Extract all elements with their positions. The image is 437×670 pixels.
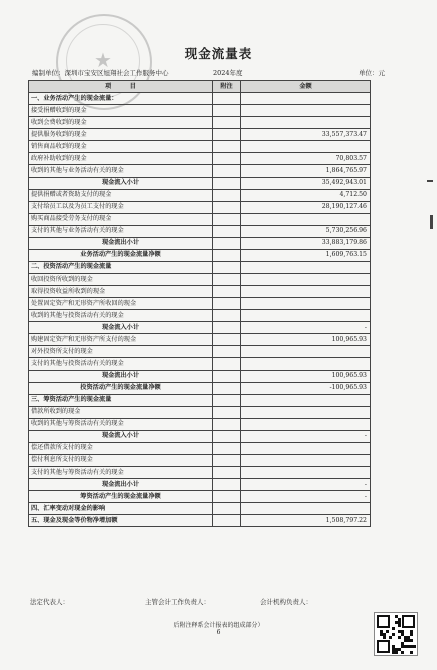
row-amount (241, 394, 371, 406)
row-amount (241, 213, 371, 225)
row-label: 偿还借款所支付的现金 (29, 442, 213, 454)
row-note (213, 201, 241, 213)
row-amount (241, 310, 371, 322)
row-note (213, 334, 241, 346)
row-label: 现金流入小计 (29, 430, 213, 442)
table-row (29, 418, 371, 430)
row-label: 支付的其他与筹资活动有关的现金 (29, 467, 213, 479)
table-row (29, 358, 371, 370)
qr-finder-bottom-left (377, 640, 390, 653)
table-row (29, 201, 371, 213)
table-row (29, 515, 371, 527)
table-row (29, 310, 371, 322)
table-row (29, 261, 371, 273)
row-note (213, 515, 241, 527)
table-row (29, 346, 371, 358)
row-note (213, 237, 241, 249)
row-amount: 28,190,127.46 (241, 201, 371, 213)
row-note (213, 491, 241, 503)
row-amount: 100,965.93 (241, 370, 371, 382)
row-label: 处置固定资产和无形资产所收回的现金 (29, 298, 213, 310)
qr-module (392, 633, 395, 636)
row-label: 四、汇率变动对现金的影响 (29, 503, 213, 515)
legal-representative-signature: 法定代表人： (30, 598, 69, 606)
accounting-org-head-signature: 会计机构负责人： (260, 598, 312, 606)
table-row (29, 394, 371, 406)
row-amount (241, 105, 371, 117)
row-label: 支付的其他与投资活动有关的现金 (29, 358, 213, 370)
table-header-row (29, 81, 371, 93)
accounting-head-signature: 主管会计工作负责人： (145, 598, 210, 606)
row-label: 销售商品收到的现金 (29, 141, 213, 153)
row-note (213, 310, 241, 322)
row-note (213, 418, 241, 430)
row-amount (241, 141, 371, 153)
row-note (213, 249, 241, 261)
row-label: 现金流出小计 (29, 237, 213, 249)
table-row (29, 189, 371, 201)
row-note (213, 141, 241, 153)
table-row (29, 165, 371, 177)
table-row (29, 382, 371, 394)
row-amount (241, 406, 371, 418)
row-note (213, 346, 241, 358)
table-row (29, 298, 371, 310)
row-amount (241, 261, 371, 273)
qr-module (398, 636, 401, 639)
table-row (29, 177, 371, 189)
column-header-item: 项 目 (29, 81, 213, 93)
table-row (29, 491, 371, 503)
qr-code-icon (374, 612, 418, 656)
row-amount: 1,864,765.97 (241, 165, 371, 177)
row-label: 支付给员工以及为员工支付的现金 (29, 201, 213, 213)
row-note (213, 93, 241, 105)
row-note (213, 105, 241, 117)
row-label: 取得投资收益所收到的现金 (29, 286, 213, 298)
row-note (213, 298, 241, 310)
table-row (29, 286, 371, 298)
table-row (29, 370, 371, 382)
row-amount: 70,803.57 (241, 153, 371, 165)
qr-module (395, 651, 398, 654)
row-amount: 35,492,943.01 (241, 177, 371, 189)
row-note (213, 394, 241, 406)
table-row (29, 274, 371, 286)
row-label: 现金流出小计 (29, 479, 213, 491)
row-amount: 4,712.50 (241, 189, 371, 201)
row-label: 投资活动产生的现金流量净额 (29, 382, 213, 394)
row-amount (241, 442, 371, 454)
qr-module (398, 624, 401, 627)
row-note (213, 177, 241, 189)
row-label: 偿付利息所支付的现金 (29, 454, 213, 466)
row-label: 购买商品接受劳务支付的现金 (29, 213, 213, 225)
qr-module (401, 651, 404, 654)
row-amount: - (241, 322, 371, 334)
table-row (29, 442, 371, 454)
row-amount (241, 467, 371, 479)
seal-star-icon: ★ (94, 48, 112, 72)
row-label: 二、投资活动产生的现金流量 (29, 261, 213, 273)
row-amount: 1,508,797.22 (241, 515, 371, 527)
table-row (29, 237, 371, 249)
row-note (213, 189, 241, 201)
table-row (29, 141, 371, 153)
scan-edge-mark (427, 180, 433, 182)
row-amount (241, 418, 371, 430)
table-row (29, 153, 371, 165)
table-row (29, 454, 371, 466)
qr-module (410, 651, 413, 654)
row-label: 收到的其他与筹资活动有关的现金 (29, 418, 213, 430)
table-row (29, 213, 371, 225)
row-amount (241, 346, 371, 358)
row-label: 对外投资所支付的现金 (29, 346, 213, 358)
row-note (213, 261, 241, 273)
qr-module (392, 627, 395, 630)
row-label: 提供服务收到的现金 (29, 129, 213, 141)
row-amount: 5,730,256.96 (241, 225, 371, 237)
column-header-amount: 金额 (241, 81, 371, 93)
table-row (29, 467, 371, 479)
row-note (213, 406, 241, 418)
row-label: 政府补助收到的现金 (29, 153, 213, 165)
row-amount: - (241, 430, 371, 442)
table-row (29, 249, 371, 261)
row-label: 借款所收到的现金 (29, 406, 213, 418)
row-note (213, 153, 241, 165)
row-amount (241, 286, 371, 298)
table-row (29, 406, 371, 418)
row-note (213, 322, 241, 334)
row-amount (241, 358, 371, 370)
report-year: 2024年度 (213, 69, 243, 77)
table-row (29, 129, 371, 141)
row-label: 五、现金及现金等价物净增加额 (29, 515, 213, 527)
row-label: 购建固定资产和无形资产所支付的现金 (29, 334, 213, 346)
row-note (213, 479, 241, 491)
row-amount (241, 298, 371, 310)
row-label: 收到的其他与投资活动有关的现金 (29, 310, 213, 322)
row-amount: 33,557,373.47 (241, 129, 371, 141)
table-row (29, 334, 371, 346)
row-note (213, 382, 241, 394)
row-note (213, 225, 241, 237)
qr-module (413, 645, 416, 648)
row-label: 业务活动产生的现金流量净额 (29, 249, 213, 261)
row-label: 收回投资所收到的现金 (29, 274, 213, 286)
row-note (213, 129, 241, 141)
reporting-unit: 编制单位：深圳市宝安区旭翔社会工作服务中心 (32, 69, 169, 77)
page-number: 6 (216, 629, 221, 636)
qr-finder-top-right (402, 615, 415, 628)
row-amount (241, 117, 371, 129)
table-row (29, 93, 371, 105)
row-note (213, 430, 241, 442)
table-row (29, 322, 371, 334)
qr-module (389, 636, 392, 639)
row-note (213, 467, 241, 479)
row-note (213, 442, 241, 454)
table-row (29, 225, 371, 237)
scan-edge-mark (430, 215, 433, 229)
page-title: 现金流量表 (184, 46, 253, 61)
row-note (213, 165, 241, 177)
row-label: 现金流入小计 (29, 322, 213, 334)
row-label: 收到会费收到的现金 (29, 117, 213, 129)
row-amount: - (241, 479, 371, 491)
row-note (213, 117, 241, 129)
qr-module (386, 630, 389, 633)
row-amount (241, 274, 371, 286)
row-amount (241, 503, 371, 515)
row-label: 筹资活动产生的现金流量净额 (29, 491, 213, 503)
table-row (29, 479, 371, 491)
row-note (213, 370, 241, 382)
row-note (213, 274, 241, 286)
row-label: 一、业务活动产生的现金流量： (29, 93, 213, 105)
row-label: 提供捐赠或者资助支付的现金 (29, 189, 213, 201)
cash-flow-table (28, 80, 371, 527)
qr-finder-top-left (377, 615, 390, 628)
row-note (213, 286, 241, 298)
row-amount: -100,965.93 (241, 382, 371, 394)
row-amount: 1,609,763.15 (241, 249, 371, 261)
row-amount: - (241, 491, 371, 503)
row-label: 收到的其他与业务活动有关的现金 (29, 165, 213, 177)
table-row (29, 503, 371, 515)
row-amount (241, 454, 371, 466)
row-amount: 33,883,179.86 (241, 237, 371, 249)
currency-unit: 单位：元 (359, 69, 385, 77)
row-label: 支付的其他与业务活动有关的现金 (29, 225, 213, 237)
table-row (29, 105, 371, 117)
table-row (29, 117, 371, 129)
qr-module (383, 636, 386, 639)
qr-module (410, 633, 413, 636)
row-amount: 100,965.93 (241, 334, 371, 346)
row-note (213, 503, 241, 515)
row-label: 三、筹资活动产生的现金流量 (29, 394, 213, 406)
table-row (29, 430, 371, 442)
column-header-note: 附注 (213, 81, 241, 93)
row-note (213, 358, 241, 370)
row-note (213, 213, 241, 225)
row-amount (241, 93, 371, 105)
row-note (213, 454, 241, 466)
qr-module (410, 639, 413, 642)
row-label: 接受捐赠收到的现金 (29, 105, 213, 117)
row-label: 现金流入小计 (29, 177, 213, 189)
row-label: 现金流出小计 (29, 370, 213, 382)
footer-note: 后附注释系会计报表的组成部分） (173, 622, 264, 629)
